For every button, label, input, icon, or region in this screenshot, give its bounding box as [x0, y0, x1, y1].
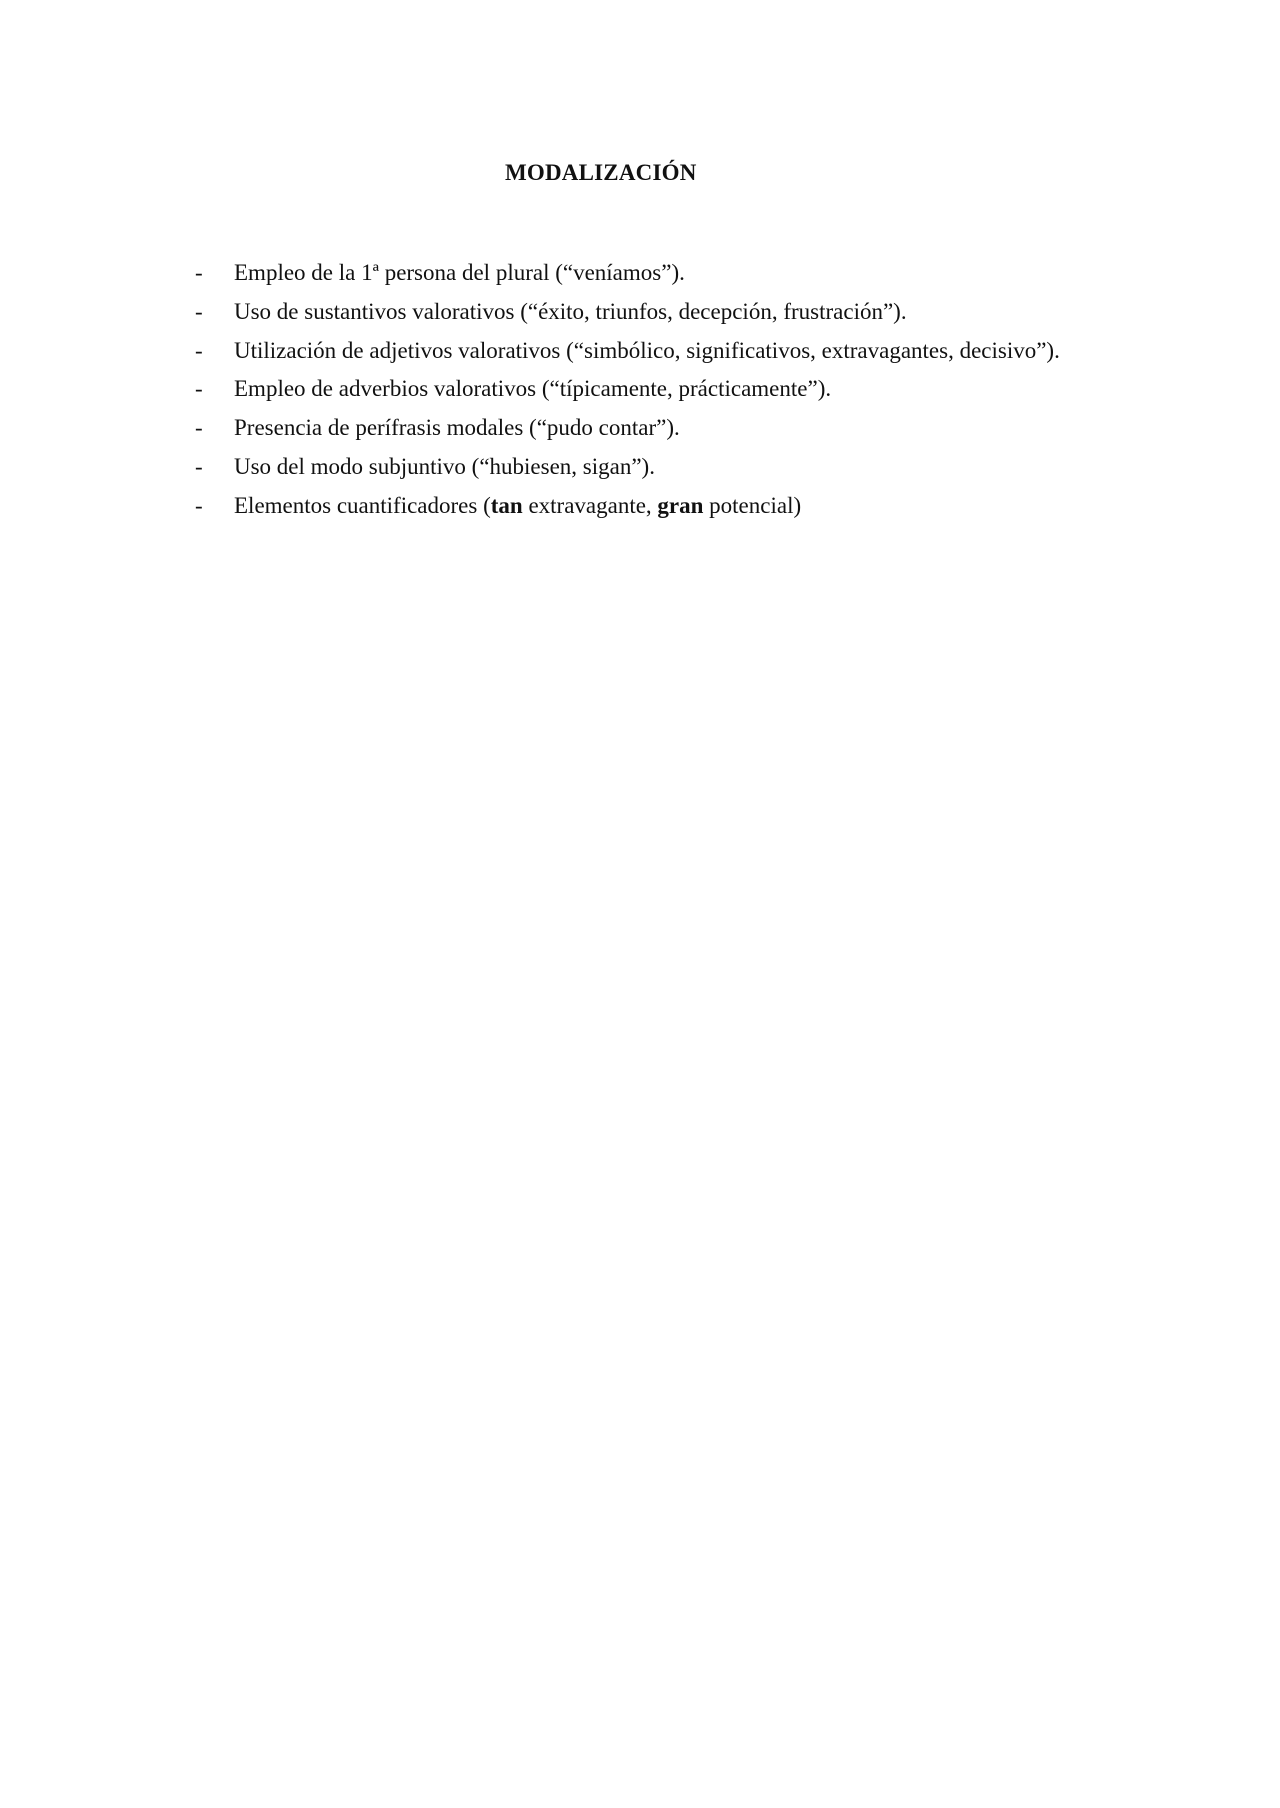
text-fragment: extravagante,	[522, 492, 658, 518]
bold-emphasis: gran	[657, 492, 704, 518]
list-item-text: Utilización de adjetivos valorativos (“simbólico, significativos, extravagantes, decisivo”).	[234, 337, 1060, 363]
page-title: MODALIZACIÓN	[505, 160, 697, 185]
list-dash: -	[195, 298, 203, 324]
text-fragment: Elementos cuantificadores (	[234, 492, 491, 518]
list-dash: -	[195, 260, 203, 285]
list-item-text: Uso del modo subjuntivo (“hubiesen, sigan”).	[234, 453, 655, 479]
list-item-text: Empleo de la 1ª persona del plural (“veníamos”).	[234, 260, 685, 285]
list-dash: -	[195, 492, 203, 518]
list-item-text: Empleo de adverbios valorativos (“típicamente, prácticamente”).	[234, 376, 832, 402]
list-item-text	[234, 491, 801, 521]
list-item-text: Presencia de perífrasis modales (“pudo contar”).	[234, 415, 680, 441]
list-dash: -	[195, 376, 203, 402]
list-dash: -	[195, 415, 203, 441]
list-dash: -	[195, 337, 203, 363]
list-item-text: Uso de sustantivos valorativos (“éxito, triunfos, decepción, frustración”).	[234, 298, 907, 324]
text-fragment: potencial)	[703, 492, 802, 518]
list-dash: -	[195, 453, 203, 479]
bold-emphasis: tan	[490, 492, 523, 518]
